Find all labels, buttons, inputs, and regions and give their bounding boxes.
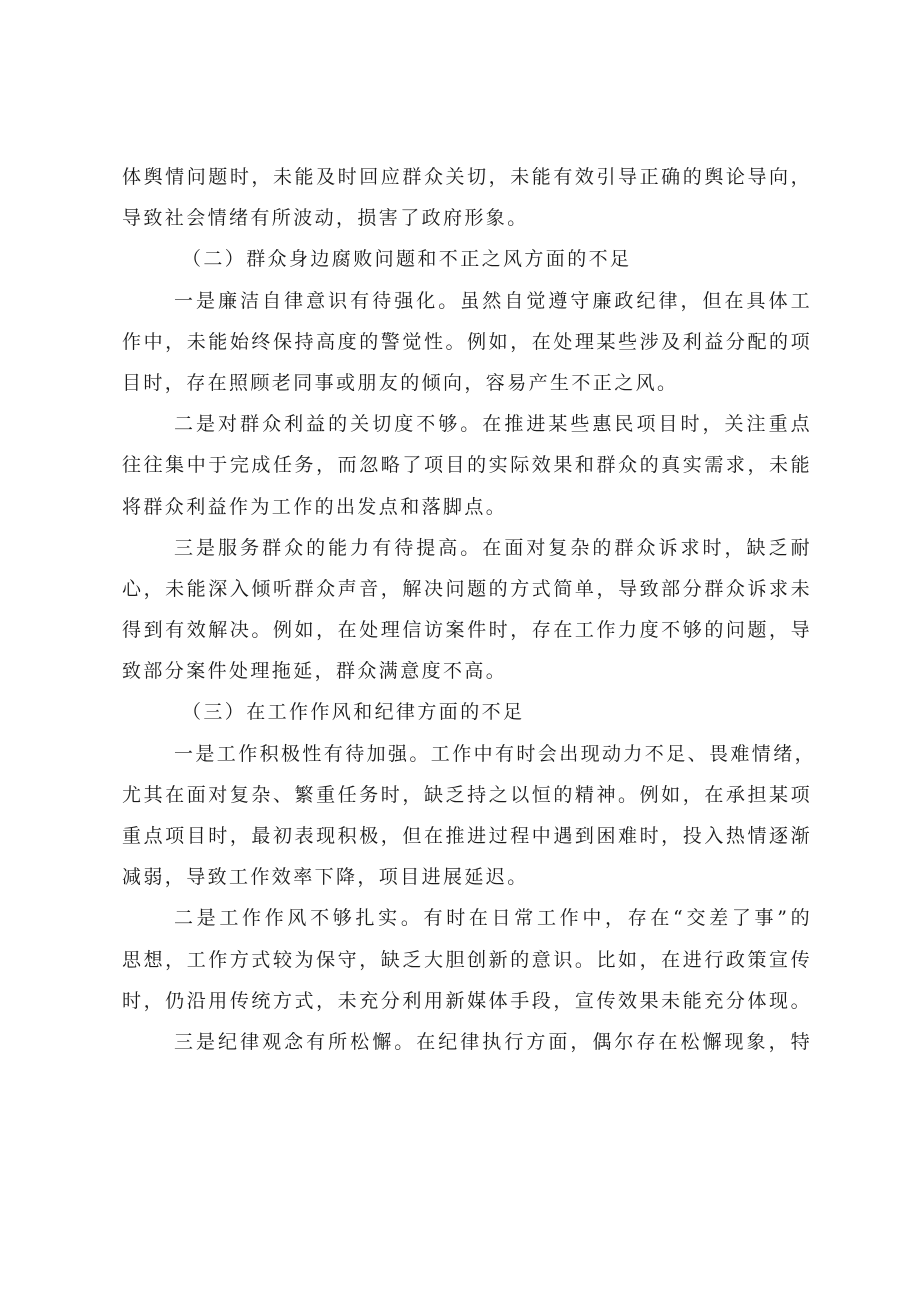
body-line: 时，仍沿用传统方式，未充分利用新媒体手段，宣传效果未能充分体现。: [122, 989, 812, 1012]
section-heading: （三）在工作作风和纪律方面的不足: [182, 701, 525, 724]
body-line: 体舆情问题时，未能及时回应群众关切，未能有效引导正确的舆论导向，: [122, 166, 812, 188]
body-line: 导致社会情绪有所波动，损害了政府形象。: [122, 207, 529, 230]
body-line: 尤其在面对复杂、繁重任务时，缺乏持之以恒的精神。例如，在承担某项: [122, 783, 812, 806]
document-body: [122, 157, 817, 1063]
body-line: 思想，工作方式较为保守，缺乏大胆创新的意识。比如，在进行政策宣传: [122, 948, 812, 971]
body-line: 三是服务群众的能力有待提高。在面对复杂的群众诉求时，缺乏耐: [174, 536, 812, 559]
body-line: 减弱，导致工作效率下降，项目进展延迟。: [122, 866, 529, 889]
body-line: 往往集中于完成任务，而忽略了项目的实际效果和群众的真实需求，未能: [122, 454, 812, 477]
body-line: 重点项目时，最初表现积极，但在推进过程中遇到困难时，投入热情逐渐: [122, 825, 812, 847]
body-line: 一是廉洁自律意识有待强化。虽然自觉遵守廉政纪律，但在具体工: [174, 289, 812, 312]
body-line: 一是工作积极性有待加强。工作中有时会出现动力不足、畏难情绪，: [174, 742, 817, 765]
section-heading: （二）群众身边腐败问题和不正之风方面的不足: [182, 248, 632, 271]
body-line: 致部分案件处理拖延，群众满意度不高。: [122, 660, 508, 683]
body-line: 心，未能深入倾听群众声音，解决问题的方式简单，导致部分群众诉求未: [122, 577, 812, 600]
body-line: 三是纪律观念有所松懈。在纪律执行方面，偶尔存在松懈现象，特: [174, 1030, 812, 1053]
body-line: 目时，存在照顾老同事或朋友的倾向，容易产生不正之风。: [122, 371, 679, 394]
body-line: 二是对群众利益的关切度不够。在推进某些惠民项目时，关注重点: [174, 413, 812, 436]
body-line: 二是工作作风不够扎实。有时在日常工作中，存在“交差了事”的: [174, 907, 812, 930]
body-line: 将群众利益作为工作的出发点和落脚点。: [122, 495, 508, 518]
body-line: 得到有效解决。例如，在处理信访案件时，存在工作力度不够的问题，导: [122, 619, 812, 642]
body-line: 作中，未能始终保持高度的警觉性。例如，在处理某些涉及利益分配的项: [122, 330, 812, 353]
